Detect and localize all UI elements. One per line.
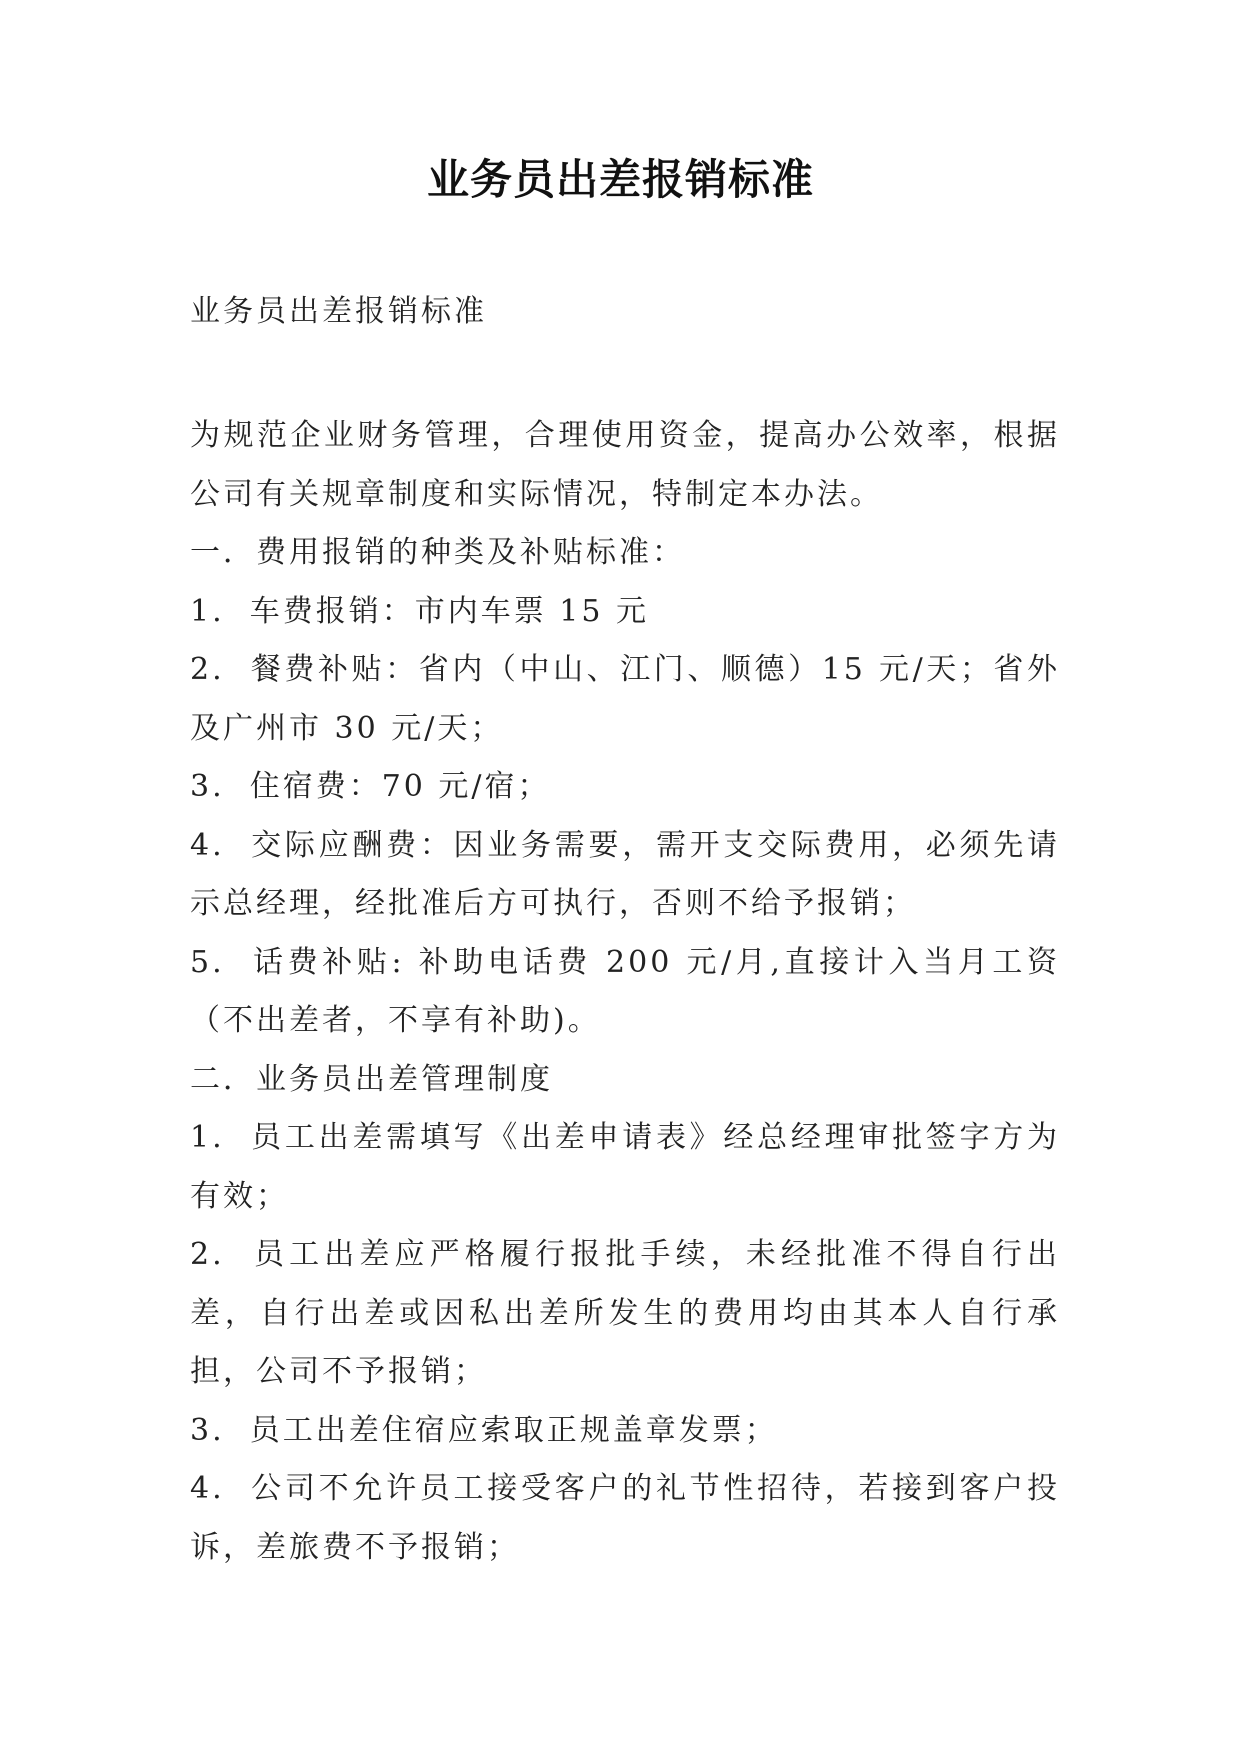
list-item-transport: 1. 车费报销：市内车票 15 元 <box>190 593 649 629</box>
document-title: 业务员出差报销标准 <box>426 155 814 204</box>
list-item-meal-allowance: 2. 餐费补贴：省内（中山、江门、顺德）15 元/天；省外及广州市 30 元/天； <box>190 652 1060 746</box>
list-item-lodging: 3. 住宿费：70 元/宿； <box>190 769 551 804</box>
section-heading-travel-rules: 二．业务员出差管理制度 <box>190 1061 553 1097</box>
list-item-entertainment: 4. 交际应酬费：因业务需要，需开支交际费用，必须先请示总经理，经批准后方可执行，否则不给予报销； <box>190 827 1060 921</box>
document-subtitle: 业务员出差报销标准 <box>190 294 487 329</box>
document-body <box>190 407 1060 1577</box>
list-item-application-form: 1. 员工出差需填写《出差申请表》经总经理审批签字方为有效； <box>190 1120 1060 1214</box>
list-item-approval: 2. 员工出差应严格履行报批手续，未经批准不得自行出差，自行出差或因私出差所发生的费用均由其本人自行承担，公司不予报销； <box>190 1237 1060 1389</box>
paragraph-intro: 为规范企业财务管理，合理使用资金，提高办公效率，根据公司有关规章制度和实际情况，特制定本办法。 <box>190 418 1060 512</box>
list-item-hospitality: 4. 公司不允许员工接受客户的礼节性招待，若接到客户投诉，差旅费不予报销； <box>190 1471 1060 1565</box>
list-item-invoice: 3. 员工出差住宿应索取正规盖章发票； <box>190 1412 778 1448</box>
list-item-phone-allowance: 5. 话费补贴: 补助电话费 200 元/月,直接计入当月工资（不出差者，不享有补助)。 <box>190 944 1060 1038</box>
section-heading-expense-types: 一．费用报销的种类及补贴标准： <box>190 535 685 570</box>
